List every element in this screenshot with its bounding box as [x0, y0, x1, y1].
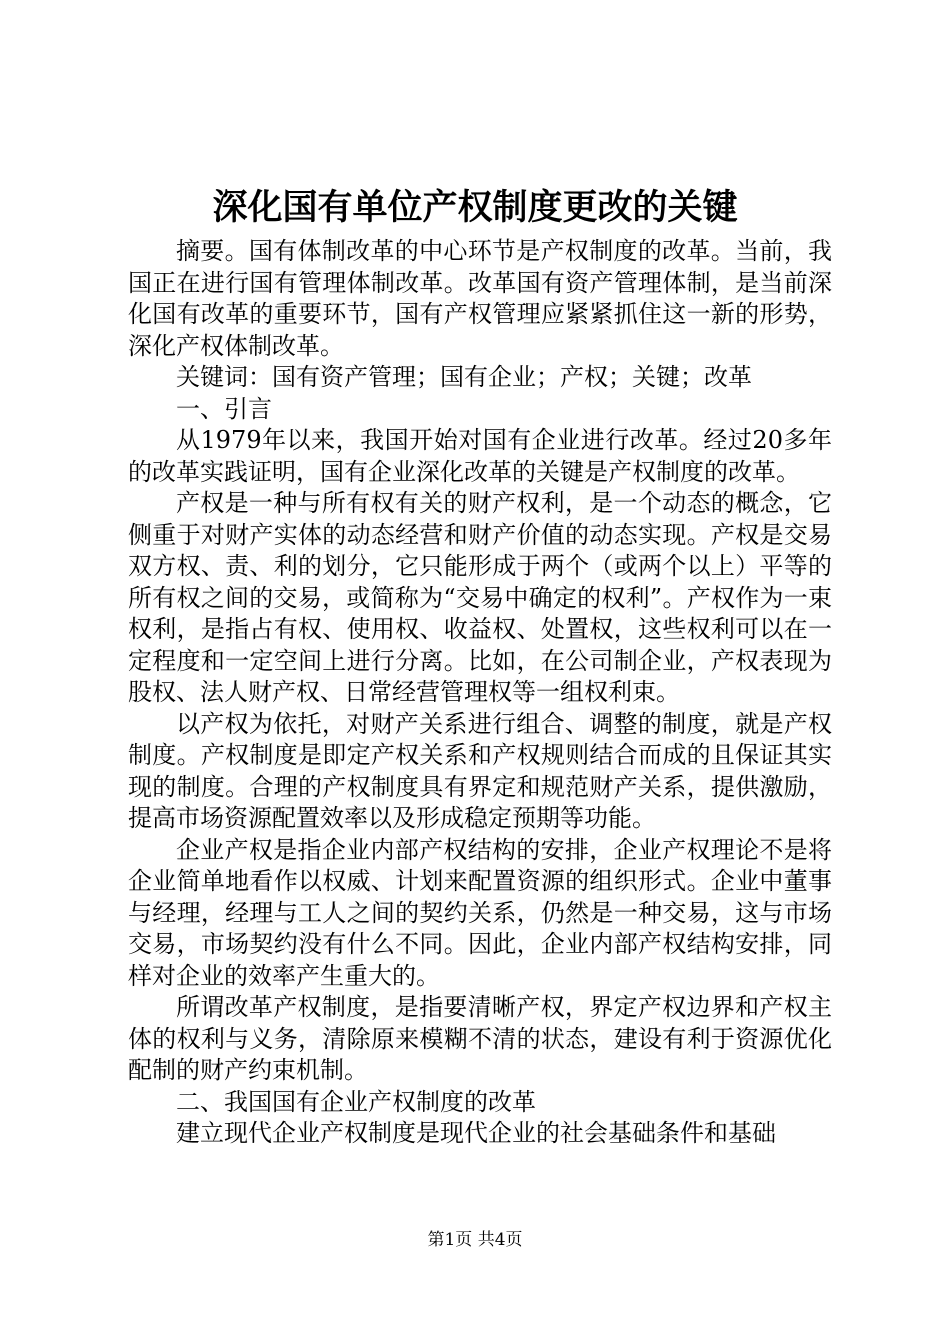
- page-number-footer: 第1页 共4页: [427, 1230, 523, 1250]
- body-paragraph: 从1979年以来，我国开始对国有企业进行改革。经过20多年的改革实践证明，国有企业深化改革的关键是产权制度的改革。: [128, 426, 832, 486]
- body-paragraph: 建立现代企业产权制度是现代企业的社会基础条件和基础: [176, 1119, 776, 1147]
- keywords-line: 关键词：国有资产管理；国有企业；产权；关键；改革: [176, 363, 752, 391]
- body-paragraph: 产权是一种与所有权有关的财产权利，是一个动态的概念，它侧重于对财产实体的动态经营和财产价值的动态实现。产权是交易双方权、责、利的划分，它只能形成于两个（或两个以上）平等的所有权之间的交易，或简称为“交易中确定的权利”。产权作为一束权利，是指占有权、使用权、收益权、处置权，这些权利可以在一定程度和一定空间上进行分离。比如，在公司制企业，产权表现为股权、法人财产权、日常经营管理权等一组权利束。: [128, 489, 832, 706]
- body-paragraph: 企业产权是指企业内部产权结构的安排，企业产权理论不是将企业简单地看作以权威、计划来配置资源的组织形式。企业中董事与经理，经理与工人之间的契约关系，仍然是一种交易，这与市场交易，市场契约没有什么不同。因此，企业内部产权结构安排，同样对企业的效率产生重大的。: [128, 835, 832, 990]
- section-heading-reform: 二、我国国有企业产权制度的改革: [176, 1087, 536, 1116]
- abstract-paragraph: 摘要。国有体制改革的中心环节是产权制度的改革。当前，我国正在进行国有管理体制改革。改革国有资产管理体制，是当前深化国有改革的重要环节，国有产权管理应紧紧抓住这一新的形势，深化产权体制改革。: [128, 237, 832, 360]
- section-heading-intro: 一、引言: [176, 394, 272, 423]
- body-paragraph: 以产权为依托，对财产关系进行组合、调整的制度，就是产权制度。产权制度是即定产权关系和产权规则结合而成的且保证其实现的制度。合理的产权制度具有界定和规范财产关系，提供激励，提高市场资源配置效率以及形成稳定预期等功能。: [128, 709, 832, 832]
- body-paragraph: 所谓改革产权制度，是指要清晰产权，界定产权边界和产权主体的权利与义务，清除原来模糊不清的状态，建设有利于资源优化配制的财产约束机制。: [128, 993, 832, 1084]
- document-body: [128, 236, 832, 1150]
- document-title: 深化国有单位产权制度更改的关键: [212, 187, 738, 228]
